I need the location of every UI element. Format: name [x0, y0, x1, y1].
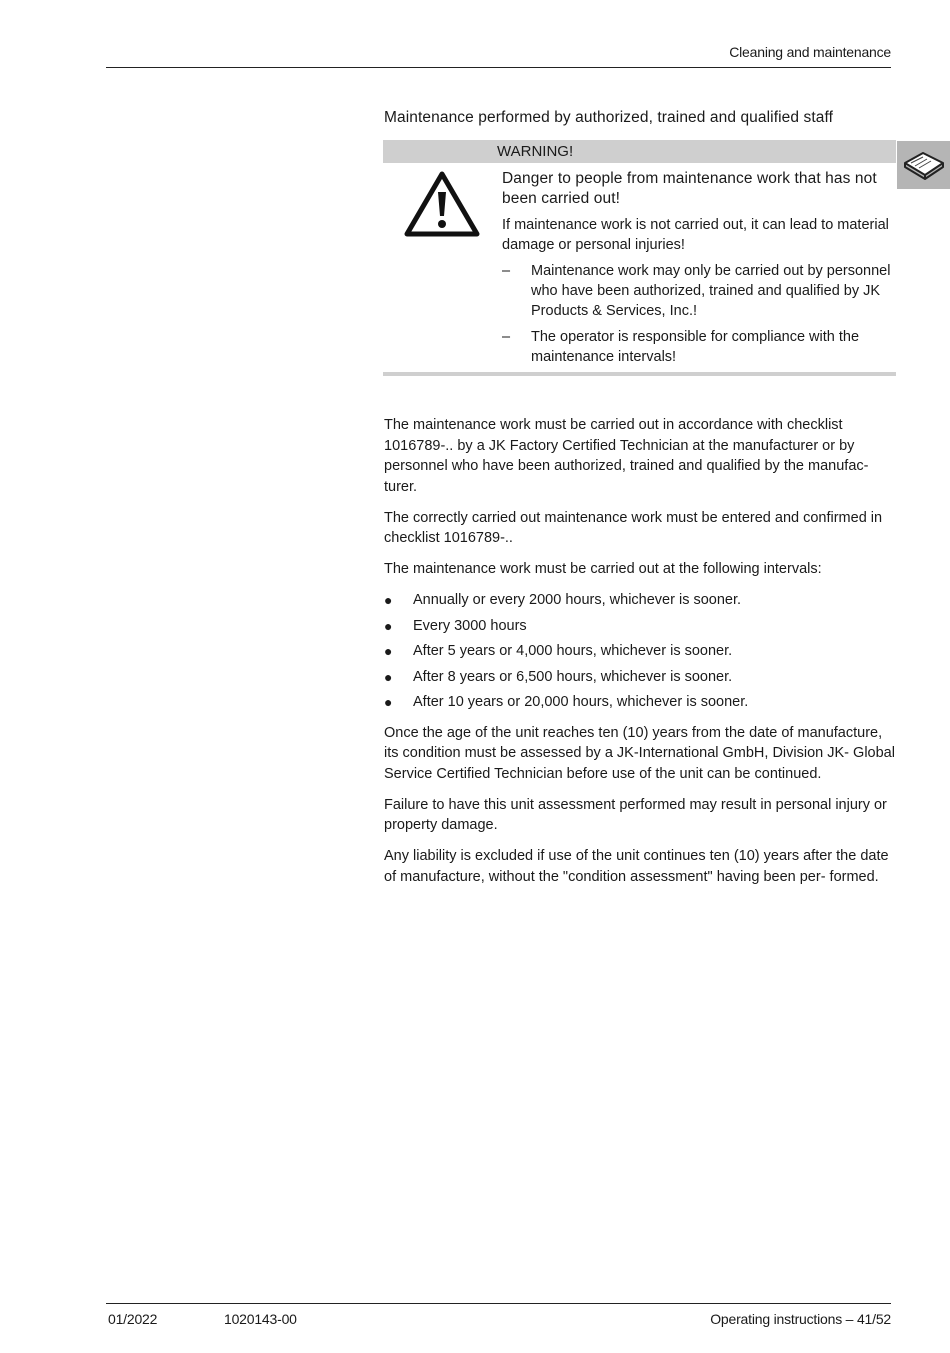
bullet-marker: ● [384, 592, 393, 608]
warning-box [383, 140, 896, 376]
bullet-marker: ● [384, 668, 393, 685]
warning-header-bar [383, 140, 896, 163]
warning-measures [502, 261, 897, 367]
footer-date: 01/2022 [108, 1311, 158, 1327]
list-item: ● After 5 years or 4,000 hours, whichever is sooner. [384, 641, 896, 662]
interval-list [384, 590, 896, 713]
warning-triangle-icon [403, 170, 481, 240]
body-text [384, 415, 896, 898]
warning-text [502, 169, 897, 373]
footer-divider [106, 1303, 891, 1304]
footer-doc-number: 1020143-00 [224, 1311, 297, 1327]
bullet-marker: ● [384, 694, 393, 710]
warning-consequence: If maintenance work is not carried out, it can lead to material damage or personal injuries! [502, 217, 889, 253]
header-divider [106, 67, 891, 68]
list-item: ● Every 3000 hours [384, 616, 896, 637]
warning-danger: Danger to people from maintenance work that has not been carried out! [502, 170, 877, 207]
list-item: ● After 10 years or 20,000 hours, whichever is sooner. [384, 692, 896, 713]
paragraph: Any liability is excluded if use of the unit continues ten (10) years after the date of manufacture, without the "condition assessment" having been per- formed. [384, 848, 889, 885]
book-icon [903, 149, 945, 181]
list-item: ● Annually or every 2000 hours, whichever is sooner. [384, 590, 896, 611]
footer-page-number: Operating instructions – 41/52 [710, 1311, 891, 1327]
bullet-marker: ● [384, 617, 393, 634]
paragraph: Once the age of the unit reaches ten (10) years from the date of manufacture, its condition must be assessed by a JK-International GmbH, Division JK- Global Service Certified Technician before use of the unit can be continued. [384, 724, 895, 782]
paragraph: The maintenance work must be carried out in accordance with checklist 1016789-.. by a JK Factory Certified Technician at the manufacturer or by personnel who have been authorized, trained and qualified by the manufac- turer. [384, 417, 869, 495]
warning-label: WARNING! [497, 143, 574, 160]
warning-bottom-rule [383, 372, 896, 376]
bullet-marker: ● [384, 643, 393, 659]
section-heading: Maintenance performed by authorized, trained and qualified staff [384, 109, 834, 126]
warning-measure: – The operator is responsible for compliance with the maintenance intervals! [502, 329, 860, 365]
dash-marker: – [502, 329, 511, 345]
paragraph: The correctly carried out maintenance work must be entered and confirmed in checklist 1016789-.. [384, 509, 883, 546]
warning-measure: – Maintenance work may only be carried out by personnel who have been authorized, trained and qualified by JK Products & Services, Inc.! [502, 263, 891, 319]
paragraph: The maintenance work must be carried out at the following intervals: [384, 561, 822, 577]
header-title: Cleaning and maintenance [729, 44, 891, 60]
chapter-tab [897, 141, 950, 189]
dash-marker: – [502, 263, 511, 279]
paragraph: Failure to have this unit assessment performed may result in personal injury or property damage. [384, 796, 887, 833]
list-item: ● After 8 years or 6,500 hours, whichever is sooner. [384, 667, 896, 688]
